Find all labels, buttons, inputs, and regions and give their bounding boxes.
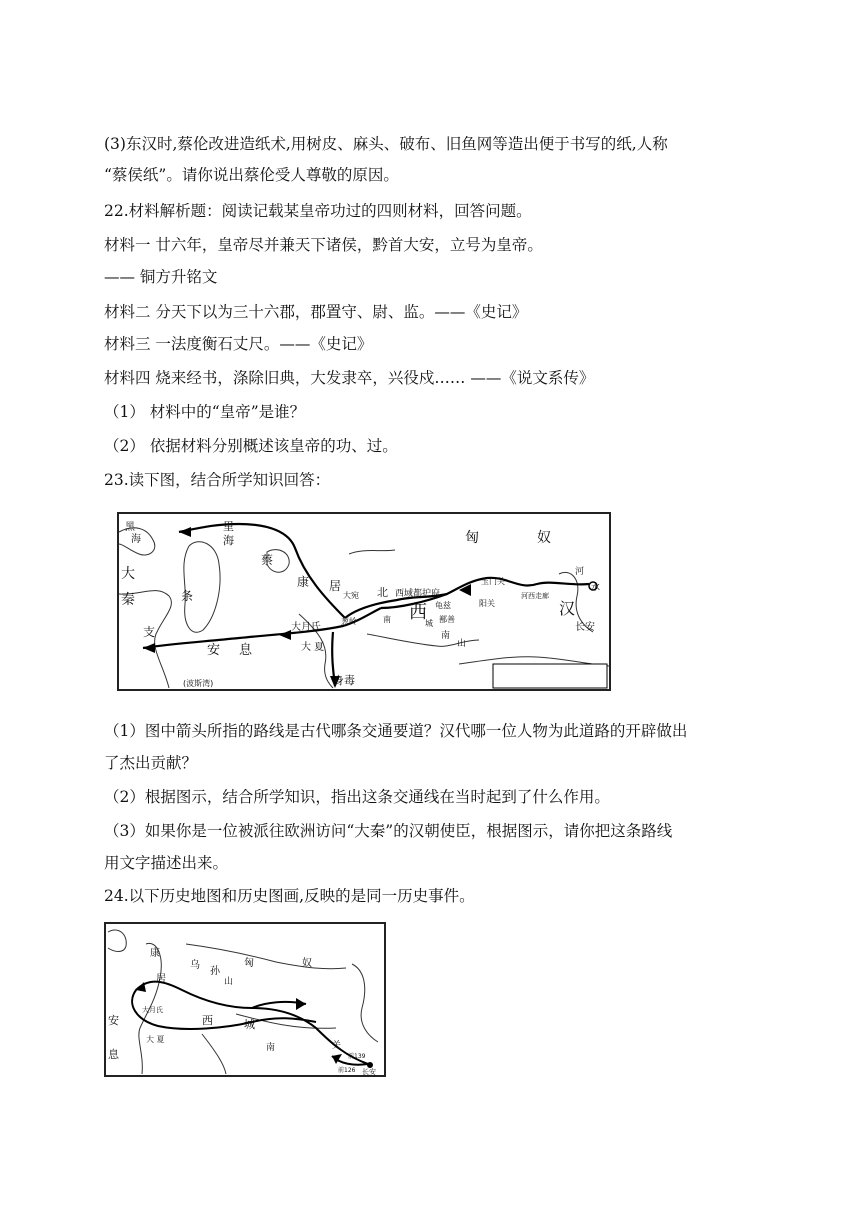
label-li: 里 <box>223 520 234 533</box>
label-qiuci: 龟兹 <box>435 601 451 610</box>
label-an: 安 <box>108 1014 119 1027</box>
label-shendu: 身毒 <box>333 674 355 687</box>
q23-sub-question-1-line2: 了杰出贡献？ <box>104 754 198 772</box>
arrow-northwest <box>179 527 191 537</box>
label-persian-gulf: (波斯湾) <box>183 679 214 688</box>
silk-road-map-drawing <box>119 514 609 689</box>
silk-road-map <box>117 512 611 691</box>
label-nan-basin: 南 <box>383 615 391 624</box>
q24-title: 24.以下历史地图和历史图画,反映的是同一历史事件。 <box>104 887 475 905</box>
river-north <box>349 550 395 554</box>
q22-material-2: 材料二 分天下以为三十六郡，郡置守、尉、监。——《史记》 <box>104 303 528 321</box>
label-hexi-corridor: 河西走廊 <box>521 592 549 600</box>
label-xi: 息 <box>239 643 253 658</box>
q22-sub-question-2: （2） 依据材料分别概述该皇帝的功、过。 <box>104 437 398 455</box>
q23-sub-question-3-line2: 用文字描述出来。 <box>104 854 229 872</box>
label-congling: 葱岭 <box>341 617 357 626</box>
label-wu: 乌 <box>190 960 200 971</box>
label-qin: 秦 <box>121 592 135 608</box>
label-cheng: 城 <box>425 619 433 628</box>
q22-material-1-source: —— 铜方升铭文 <box>104 268 218 286</box>
q22-sub-question-1: （1） 材料中的“皇帝”是谁？ <box>104 403 306 421</box>
sea-outline-nw <box>108 930 126 952</box>
label-yangguan: 阳关 <box>479 599 495 608</box>
label-kang: 康 <box>297 575 310 589</box>
label-cai: 蔡 <box>261 553 274 567</box>
label-river-shui: 水 <box>591 583 601 593</box>
label-changan: 长安 <box>362 1068 376 1075</box>
arrow-mid <box>279 630 291 640</box>
zhang-qian-route-map <box>104 922 386 1077</box>
q22-material-3: 材料三 一法度衡石丈尺。——《史记》 <box>104 335 373 353</box>
label-year-139: 前139 <box>348 1053 366 1060</box>
label-shan: 山 <box>457 639 467 649</box>
label-nan: 南 <box>441 631 451 641</box>
label-ju: 居 <box>156 974 166 985</box>
label-dayuezhi: 大月氏 <box>291 622 321 633</box>
arrow-west <box>143 643 155 653</box>
label-xiyu-duhufu: 西域都护府 <box>395 589 441 599</box>
label-cheng: 城 <box>244 1018 255 1031</box>
label-xi-region: 西 <box>409 602 427 623</box>
label-dawan: 大宛 <box>343 591 359 600</box>
q22-material-4: 材料四 烧来经书，涤除旧典，大发隶卒，兴役戍…… ——《说文系传》 <box>104 369 595 387</box>
route-south-west <box>143 608 381 648</box>
caspian-sea-outline <box>184 542 220 633</box>
label-nan: 南 <box>266 1043 276 1053</box>
label-ju: 居 <box>329 579 342 593</box>
q23-sub-question-2: （2）根据图示，结合所学知识，指出这条交通线在当时起到了什么作用。 <box>104 788 610 806</box>
label-dayuezhi: 大月氏 <box>142 1006 163 1014</box>
q22-title: 22.材料解析题：阅读记载某皇帝功过的四则材料，回答问题。 <box>104 202 532 220</box>
label-sun: 孙 <box>210 966 220 977</box>
label-black-sea: 黑 <box>125 522 135 533</box>
label-da: 大 <box>121 566 135 582</box>
label-daxia: 大 夏 <box>146 1035 165 1044</box>
label-kang: 康 <box>150 948 160 959</box>
q23-sub-question-1-line1: （1）图中箭头所指的路线是古代哪条交通要道？汉代哪一位人物为此道路的开辟做出 <box>104 722 688 740</box>
label-shanshan: 鄯善 <box>439 615 455 624</box>
label-xiongnu-2: 奴 <box>302 958 312 969</box>
label-sea: 海 <box>131 534 141 545</box>
label-guan: 关 <box>332 1041 342 1051</box>
zhang-qian-route-drawing <box>106 924 384 1075</box>
q22-material-1: 材料一 廿六年，皇帝尽并兼天下诸侯，黔首大安，立号为皇帝。 <box>104 236 543 254</box>
label-river-he: 河 <box>575 567 585 577</box>
route-north-west <box>179 524 345 618</box>
q23-sub-question-3-line1: （3）如果你是一位被派往欧洲访问“大秦”的汉朝使臣，根据图示，请你把这条路线 <box>104 822 673 840</box>
label-an: 安 <box>207 643 221 658</box>
label-tiao: 条 <box>181 589 194 603</box>
label-zhi: 支 <box>143 625 156 639</box>
river-south <box>202 1034 226 1074</box>
label-han: 汉 <box>559 599 576 618</box>
q21-part3-line2: “蔡侯纸”。请你说出蔡伦受人尊敬的原因。 <box>104 166 399 184</box>
q21-part3-line1: (3)东汉时,蔡伦改进造纸术,用树皮、麻头、破布、旧鱼网等造出便于书写的纸,人称 <box>104 135 668 153</box>
label-xiongnu-2: 奴 <box>537 530 551 546</box>
label-year-126: 前126 <box>338 1067 356 1074</box>
legend-box <box>493 664 607 688</box>
river-east <box>352 964 378 1042</box>
label-changan: 长安 <box>575 622 595 633</box>
label-hai: 海 <box>223 534 234 547</box>
q23-title: 23.读下图，结合所学知识回答： <box>104 471 331 489</box>
label-xiongnu-1: 匈 <box>244 958 254 969</box>
label-yumenguan: 玉门关 <box>481 577 505 586</box>
label-daxia: 大 夏 <box>301 642 325 653</box>
label-xi: 息 <box>108 1048 119 1061</box>
label-xiongnu-1: 匈 <box>465 530 479 546</box>
route-arrow-east <box>296 998 306 1010</box>
label-xi-region: 西 <box>202 1014 213 1027</box>
label-bei: 北 <box>377 586 388 599</box>
label-shan: 山 <box>224 977 234 987</box>
